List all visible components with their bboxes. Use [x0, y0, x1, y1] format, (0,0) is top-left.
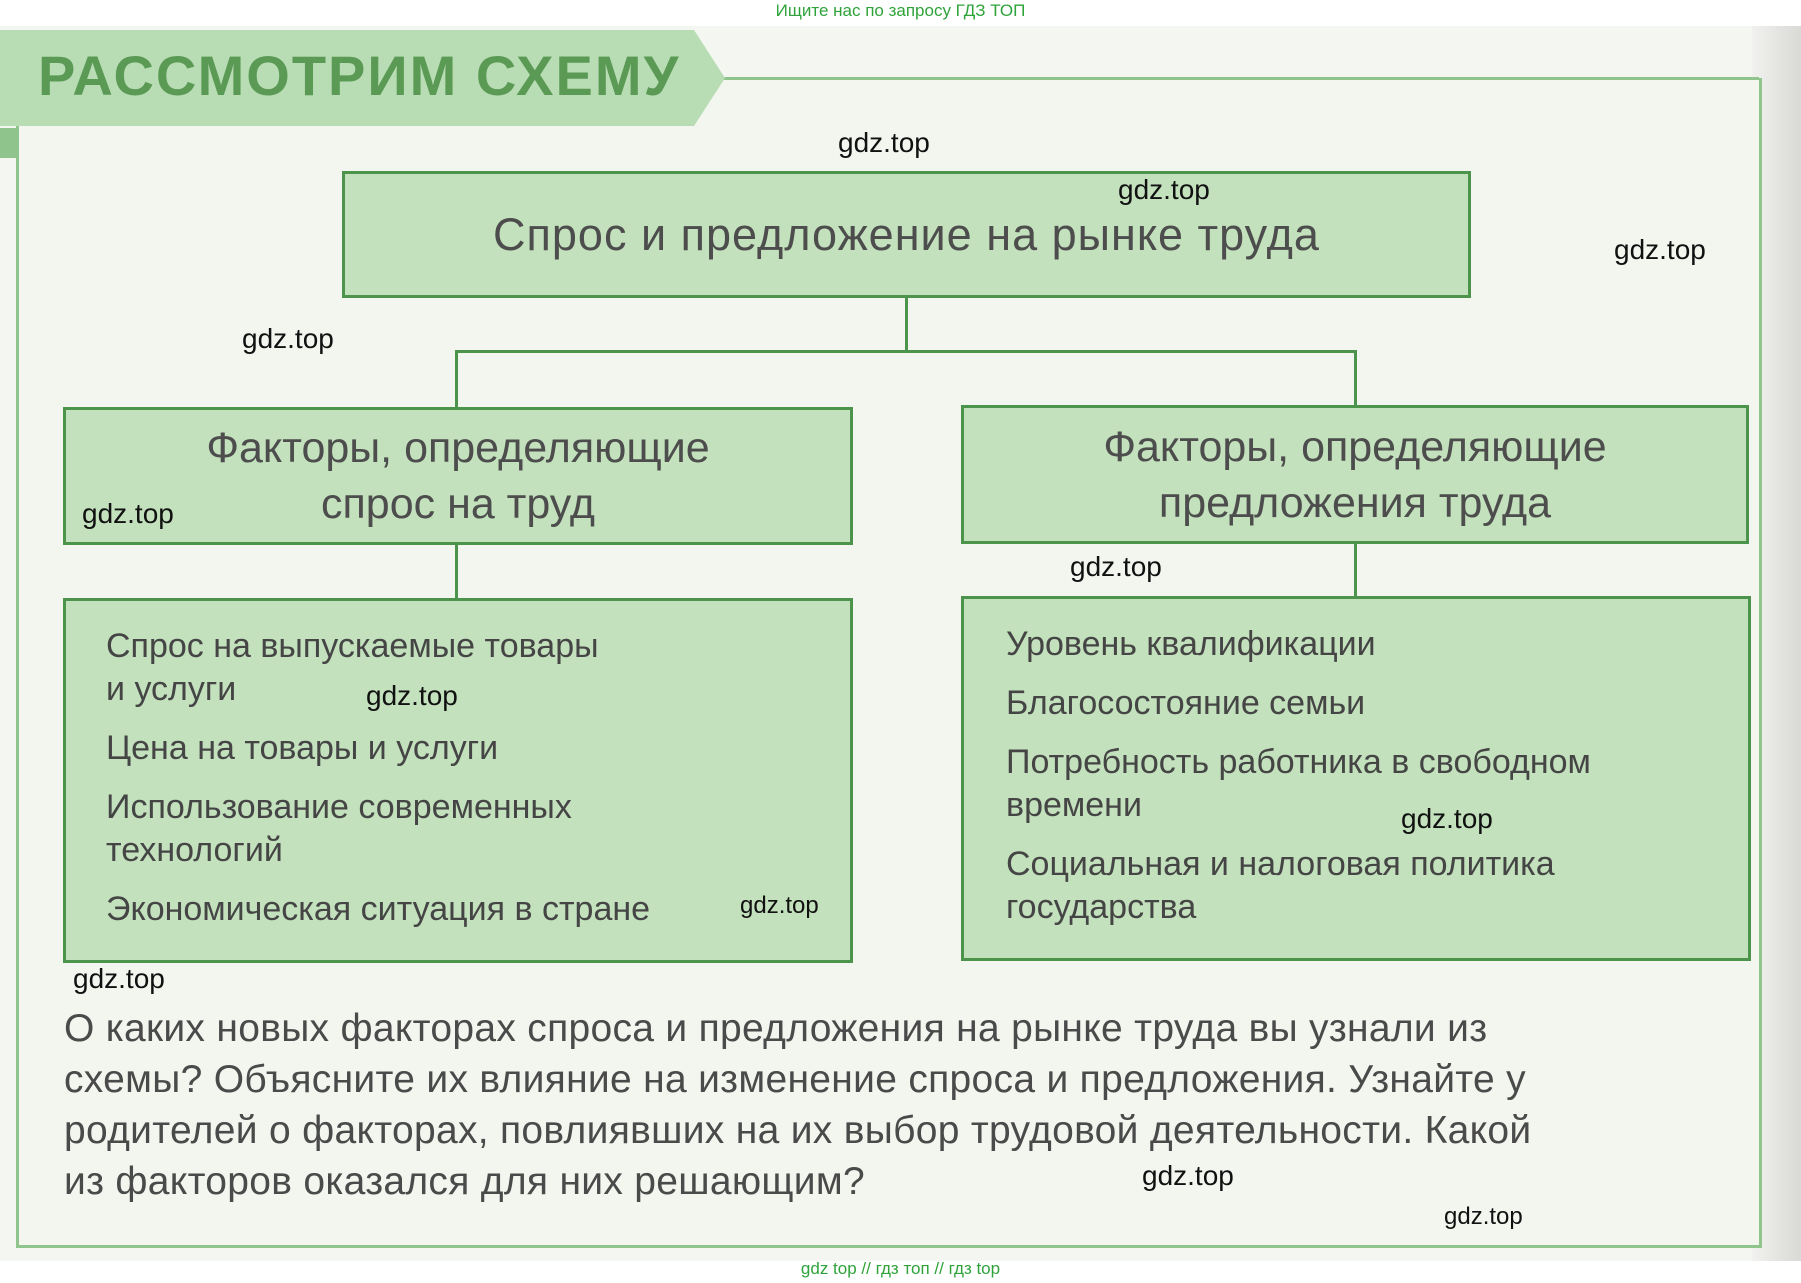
- watermark: gdz.top: [1142, 1160, 1234, 1191]
- demand-factors-node: [63, 407, 853, 545]
- supply-factors-list: [961, 596, 1751, 961]
- connector-right-down: [1354, 350, 1357, 405]
- bottom-links[interactable]: gdz top // гдз топ // гдз top: [800, 1259, 1001, 1278]
- list-item-line: Уровень квалификации: [1006, 625, 1376, 663]
- connector-horizontal: [455, 350, 1357, 353]
- list-item-line: технологий: [106, 831, 283, 869]
- list-item: [106, 625, 820, 711]
- list-item: [106, 888, 820, 931]
- list-item-line: и услуги: [106, 670, 237, 708]
- list-item-line: Экономическая ситуация в стране: [106, 890, 651, 928]
- section-title: РАССМОТРИМ СХЕМУ: [38, 44, 681, 107]
- supply-factors-label-line1: Факторы, определяющие: [1103, 422, 1607, 471]
- watermark: gdz.top: [242, 323, 334, 354]
- connector-left-down: [455, 350, 458, 407]
- list-item: [1006, 741, 1718, 827]
- supply-factors-label-line2: предложения труда: [1158, 478, 1552, 527]
- question-line: родителей о факторах, повлиявших на их выбор трудовой деятельности. Какой: [64, 1109, 1532, 1152]
- list-item-line: Потребность работника в свободном: [1006, 743, 1591, 781]
- watermark: gdz.top: [838, 127, 930, 158]
- list-item-line: Социальная и налоговая политика: [1006, 845, 1555, 883]
- supply-factors-node: [961, 405, 1749, 544]
- list-item-line: времени: [1006, 786, 1142, 824]
- connector-root-down: [905, 298, 908, 352]
- list-item: [106, 786, 820, 872]
- watermark: gdz.top: [73, 963, 165, 994]
- list-item: [1006, 682, 1718, 725]
- root-node: [342, 171, 1471, 298]
- watermark: gdz.top: [1444, 1203, 1523, 1230]
- list-item-line: государства: [1006, 888, 1197, 926]
- demand-factors-label-line1: Факторы, определяющие: [206, 424, 710, 472]
- demand-factors-list: [63, 598, 853, 963]
- question-text: [64, 1003, 1754, 1207]
- watermark: gdz.top: [366, 680, 458, 711]
- list-item: [1006, 843, 1718, 929]
- watermark: gdz.top: [1614, 234, 1706, 265]
- connector-left-list: [455, 545, 458, 598]
- list-item-line: Благосостояние семьи: [1006, 684, 1366, 722]
- watermark: gdz.top: [1070, 551, 1162, 582]
- top-search-hint[interactable]: Ищите нас по запросу ГДЗ ТОП: [775, 1, 1026, 20]
- watermark: gdz.top: [82, 498, 174, 529]
- watermark: gdz.top: [740, 892, 819, 919]
- list-item-line: Использование современных: [106, 788, 572, 826]
- connector-right-list: [1354, 544, 1357, 596]
- question-line: из факторов оказался для них решающим?: [64, 1160, 865, 1203]
- list-item-line: Цена на товары и услуги: [106, 729, 499, 767]
- list-item-line: Спрос на выпускаемые товары: [106, 627, 599, 665]
- list-item: [106, 727, 820, 770]
- banner-tab: [0, 128, 18, 158]
- root-node-label: Спрос и предложение на рынке труда: [493, 208, 1320, 260]
- frame-top-line: [720, 77, 1759, 80]
- question-line: схемы? Объясните их влияние на изменение спроса и предложения. Узнайте у: [64, 1058, 1526, 1101]
- list-item: [1006, 623, 1718, 666]
- demand-factors-label-line2: спрос на труд: [321, 480, 595, 528]
- watermark: gdz.top: [1401, 803, 1493, 834]
- question-line: О каких новых факторах спроса и предложения на рынке труда вы узнали из: [64, 1007, 1488, 1050]
- watermark: gdz.top: [1118, 174, 1210, 205]
